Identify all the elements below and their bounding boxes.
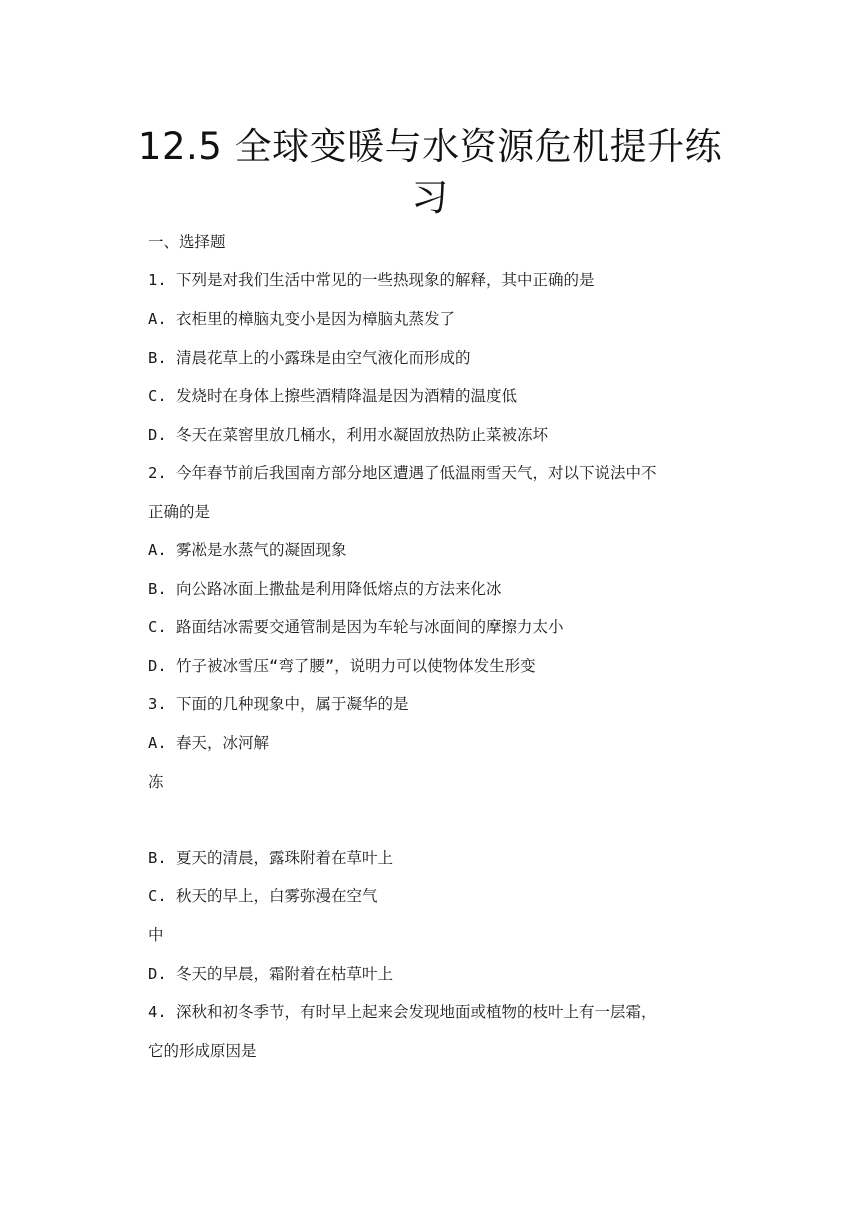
question-3-option-c-continued: 中 — [148, 926, 164, 944]
question-2-stem-continued: 正确的是 — [148, 503, 211, 521]
document-title-line-2: 习 — [411, 176, 449, 219]
question-1-option-b: B. 清晨花草上的小露珠是由空气液化而形成的 — [148, 349, 471, 367]
question-2-option-b: B. 向公路冰面上撒盐是利用降低熔点的方法来化冰 — [148, 580, 502, 598]
question-4-stem-continued: 它的形成原因是 — [148, 1042, 257, 1060]
section-heading: 一、选择题 — [148, 233, 226, 251]
question-2-option-c: C. 路面结冰需要交通管制是因为车轮与冰面间的摩擦力太小 — [148, 618, 564, 636]
question-3-stem: 3. 下面的几种现象中，属于凝华的是 — [148, 695, 409, 713]
question-2-option-d: D. 竹子被冰雪压“弯了腰”，说明力可以使物体发生形变 — [148, 657, 536, 675]
question-3-option-a: A. 春天，冰河解 — [148, 734, 269, 752]
question-1-option-c: C. 发烧时在身体上擦些酒精降温是因为酒精的温度低 — [148, 387, 517, 405]
question-1-option-a: A. 衣柜里的樟脑丸变小是因为樟脑丸蒸发了 — [148, 310, 455, 328]
question-3-option-a-continued: 冻 — [148, 773, 164, 791]
question-3-option-b: B. 夏天的清晨，露珠附着在草叶上 — [148, 849, 393, 867]
question-2-option-a: A. 雾凇是水蒸气的凝固现象 — [148, 541, 347, 559]
question-1-stem: 1. 下列是对我们生活中常见的一些热现象的解释，其中正确的是 — [148, 271, 595, 289]
question-1-option-d: D. 冬天在菜窖里放几桶水，利用水凝固放热防止菜被冻坏 — [148, 426, 548, 444]
question-4-stem: 4. 深秋和初冬季节，有时早上起来会发现地面或植物的枝叶上有一层霜， — [148, 1003, 657, 1021]
document-title-line-1: 12.5 全球变暖与水资源危机提升练 — [137, 125, 723, 168]
question-3-option-c: C. 秋天的早上，白雾弥漫在空气 — [148, 887, 378, 905]
question-3-option-d: D. 冬天的早晨，霜附着在枯草叶上 — [148, 965, 393, 983]
question-2-stem: 2. 今年春节前后我国南方部分地区遭遇了低温雨雪天气，对以下说法中不 — [148, 464, 657, 482]
